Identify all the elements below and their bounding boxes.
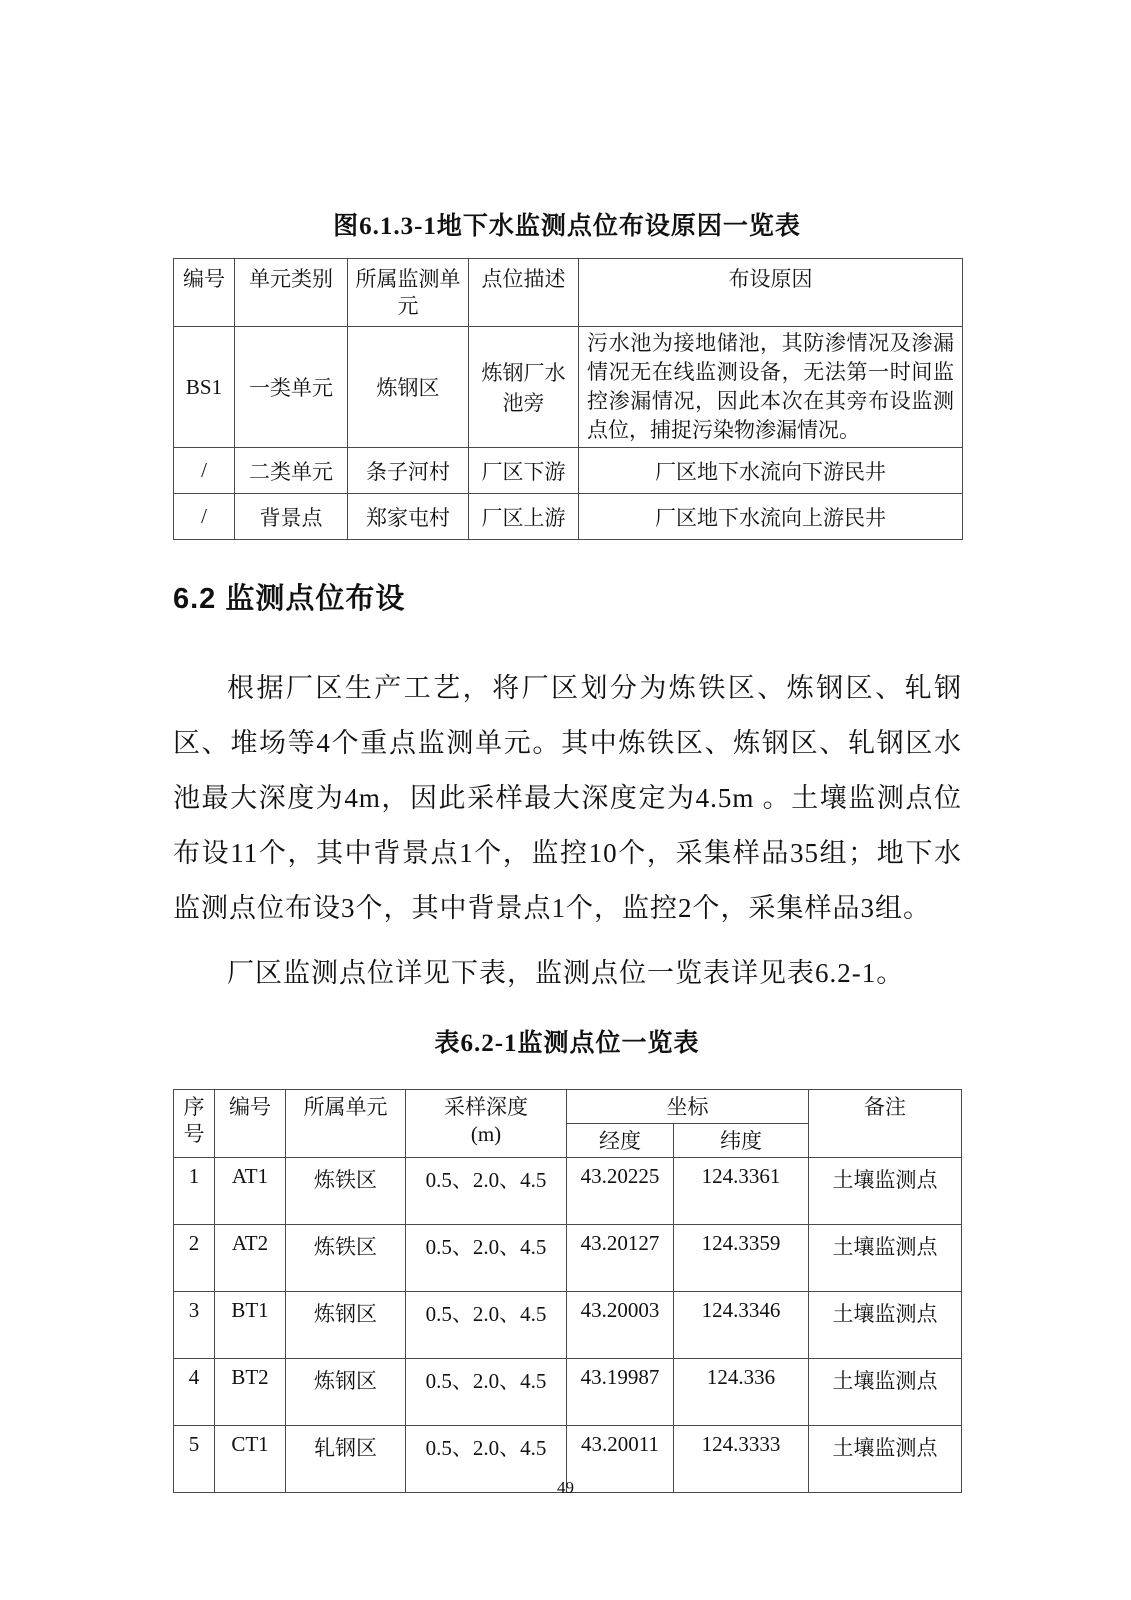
table-cell: 土壤监测点	[809, 1359, 962, 1426]
table-cell: AT2	[215, 1225, 286, 1292]
table-row	[174, 494, 963, 540]
figure-table-title: 图6.1.3-1地下水监测点位布设原因一览表	[333, 213, 801, 240]
table-cell: 4	[174, 1359, 215, 1426]
table-cell: 3	[174, 1292, 215, 1359]
table-cell: 124.3346	[674, 1292, 809, 1359]
table-cell: 炼钢区	[348, 327, 469, 448]
section-heading: 6.2 监测点位布设	[173, 583, 406, 615]
table-cell: 轧钢区	[286, 1426, 406, 1493]
table-cell: 炼铁区	[286, 1158, 406, 1225]
table-cell: 43.20003	[567, 1292, 674, 1359]
table-cell: 0.5、2.0、4.5	[406, 1225, 567, 1292]
points-table	[173, 1089, 962, 1493]
column-header: 纬度	[674, 1124, 809, 1158]
table-cell: 124.3361	[674, 1158, 809, 1225]
column-header: 单元类别	[235, 259, 348, 327]
table-cell: CT1	[215, 1426, 286, 1493]
table-cell: 背景点	[235, 494, 348, 540]
table-cell: BT2	[215, 1359, 286, 1426]
table-row	[174, 1225, 962, 1292]
table-cell: 124.3359	[674, 1225, 809, 1292]
table-cell: 炼铁区	[286, 1225, 406, 1292]
table-cell: 炼钢厂水池旁	[469, 327, 579, 448]
table-cell: 43.20225	[567, 1158, 674, 1225]
column-header-label: 采样深度	[444, 1095, 528, 1119]
table-cell: 43.20011	[567, 1426, 674, 1493]
table-cell: 炼钢区	[286, 1359, 406, 1426]
body-paragraph: 根据厂区生产工艺，将厂区划分为炼铁区、炼钢区、轧钢区、堆场等4个重点监测单元。其中炼铁区、炼钢区、轧钢区水池最大深度为4m，因此采样最大深度定为4.5m 。土壤监测点位布设11个，其中背景点1个，监控10个，采集样品35组；地下水监测点位布设3个，其中背景点1个，监控2个，采集样品3组。	[173, 673, 962, 923]
table-cell: 1	[174, 1158, 215, 1225]
table-row	[174, 327, 963, 448]
table-cell: 43.19987	[567, 1359, 674, 1426]
table-cell: 124.336	[674, 1359, 809, 1426]
table-cell: 炼钢区	[286, 1292, 406, 1359]
table-cell: 二类单元	[235, 448, 348, 494]
table-cell: 5	[174, 1426, 215, 1493]
table-cell: 厂区地下水流向下游民井	[579, 448, 963, 494]
table-cell: 0.5、2.0、4.5	[406, 1359, 567, 1426]
column-header	[406, 1090, 567, 1158]
table-cell: 土壤监测点	[809, 1225, 962, 1292]
table-row	[174, 448, 963, 494]
body-paragraph: 厂区监测点位详见下表，监测点位一览表详见表6.2-1。	[227, 958, 905, 988]
column-header: 经度	[567, 1124, 674, 1158]
table-cell: 条子河村	[348, 448, 469, 494]
table-cell: 土壤监测点	[809, 1426, 962, 1493]
column-header: 点位描述	[469, 259, 579, 327]
figure-table-header-row	[174, 259, 963, 327]
column-header: 备注	[809, 1090, 962, 1158]
column-header: 序号	[174, 1090, 215, 1158]
table-cell: 厂区地下水流向上游民井	[579, 494, 963, 540]
table-cell: BS1	[174, 327, 235, 448]
table-row	[174, 1158, 962, 1225]
column-header: 编号	[174, 259, 235, 327]
points-table-title: 表6.2-1监测点位一览表	[434, 1030, 700, 1057]
table-row	[174, 1292, 962, 1359]
table-cell: BT1	[215, 1292, 286, 1359]
column-header: 所属单元	[286, 1090, 406, 1158]
table-cell: /	[174, 494, 235, 540]
table-cell: 2	[174, 1225, 215, 1292]
column-header: 坐标	[567, 1090, 809, 1124]
table-cell: AT1	[215, 1158, 286, 1225]
table-cell: 厂区上游	[469, 494, 579, 540]
table-cell: 124.3333	[674, 1426, 809, 1493]
table-cell: 厂区下游	[469, 448, 579, 494]
column-header: 编号	[215, 1090, 286, 1158]
table-cell: 43.20127	[567, 1225, 674, 1292]
table-cell: /	[174, 448, 235, 494]
page-number: 49	[557, 1478, 574, 1497]
table-cell: 0.5、2.0、4.5	[406, 1292, 567, 1359]
column-header: 布设原因	[579, 259, 963, 327]
table-cell: 0.5、2.0、4.5	[406, 1426, 567, 1493]
column-header-unit: (m)	[470, 1122, 502, 1146]
table-cell: 土壤监测点	[809, 1158, 962, 1225]
points-table-header-row	[174, 1090, 962, 1124]
column-header: 所属监测单元	[348, 259, 469, 327]
table-cell: 郑家屯村	[348, 494, 469, 540]
table-cell: 土壤监测点	[809, 1292, 962, 1359]
table-cell: 0.5、2.0、4.5	[406, 1158, 567, 1225]
table-row	[174, 1359, 962, 1426]
table-cell: 污水池为接地储池，其防渗情况及渗漏情况无在线监测设备，无法第一时间监控渗漏情况，因此本次在其旁布设监测点位，捕捉污染物渗漏情况。	[579, 327, 963, 448]
figure-table	[173, 258, 963, 540]
table-cell: 一类单元	[235, 327, 348, 448]
